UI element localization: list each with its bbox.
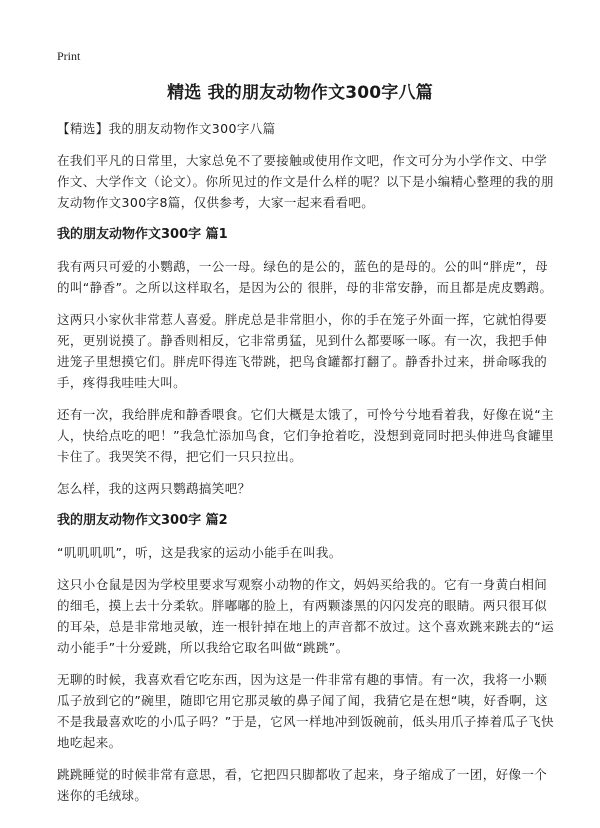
section2-paragraph-3: 无聊的时候，我喜欢看它吃东西，因为这是一件非常有趣的事情。有一次，我将一小颗瓜子放到它的”碗里，随即它用它那灵敏的鼻子闻了闻，我猜它是在想“咦，好香啊，这不是我最喜欢吃的小瓜子吗？”于是，它风一样地冲到饭碗前，低头用爪子捧着瓜子飞快地吃起来。 <box>57 672 555 750</box>
print-link[interactable]: Print <box>57 49 81 63</box>
page-title: 精选 我的朋友动物作文300字八篇 <box>167 83 433 103</box>
section1-paragraph-4: 怎么样，我的这两只鹦鹉搞笑吧？ <box>57 481 251 496</box>
section2-paragraph-2: 这只小仓鼠是因为学校里要求写观察小动物的作文，妈妈买给我的。它有一身黄白相间的细毛，摸上去十分柔软。胖嘟嘟的脸上，有两颗漆黑的闪闪发亮的眼睛。两只很耳似的耳朵，总是非常地灵敏，连一根针掉在地上的声音都不放过。这个喜欢跳来跳去的“运动小能手”十分爱跳，所以我给它取名叫做“跳跳”。 <box>57 577 555 655</box>
section-heading-1: 我的朋友动物作文300字 篇1 <box>57 227 228 242</box>
section1-paragraph-3: 还有一次，我给胖虎和静香喂食。它们大概是太饿了，可怜兮兮地看着我，好像在说“主人，快给点吃的吧！”我急忙添加鸟食，它们争抢着吃，没想到竟同时把头伸进鸟食罐里卡住了。我哭笑不得，把它们一只只拉出。 <box>57 407 555 464</box>
section-heading-2: 我的朋友动物作文300字 篇2 <box>57 513 228 528</box>
article-body <box>57 118 557 817</box>
section1-paragraph-2: 这两只小家伙非常惹人喜爱。胖虎总是非常胆小，你的手在笼子外面一挥，它就怕得要死，更别说摸了。静香则相反，它非常勇猛，见到什么都要啄一啄。有一次，我把手伸进笼子里想摸它们。胖虎吓得连飞带跳，把鸟食罐都打翻了。静香扑过来，拼命啄我的手，疼得我哇哇大叫。 <box>57 312 548 390</box>
section2-paragraph-1: “叽叽叽叽”，听，这是我家的运动小能手在叫我。 <box>57 545 342 560</box>
intro-tag: 【精选】我的朋友动物作文300字八篇 <box>57 121 276 136</box>
section2-paragraph-4: 跳跳睡觉的时候非常有意思，看，它把四只脚都收了起来，身子缩成了一团，好像一个迷你的毛绒球。 <box>57 767 548 803</box>
section1-paragraph-1: 我有两只可爱的小鹦鹉，一公一母。绿色的是公的，蓝色的是母的。公的叫“胖虎”，母的叫“静香”。之所以这样取名，是因为公的 很胖，母的非常安静，而且都是虎皮鹦鹉。 <box>57 259 553 295</box>
intro-paragraph: 在我们平凡的日常里，大家总免不了要接触或使用作文吧，作文可分为小学作文、中学作文、大学作文（论文）。你所见过的作文是什么样的呢？以下是小编精心整理的我的朋友动物作文300字8篇，仅供参考，大家一起来看看吧。 <box>57 153 554 210</box>
